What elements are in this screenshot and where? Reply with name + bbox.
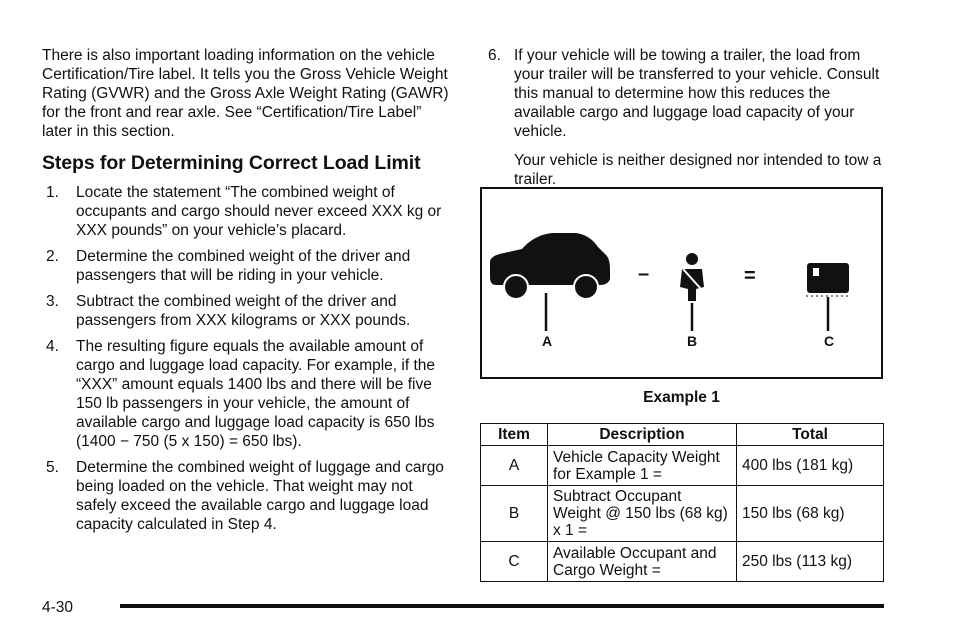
step-number: 4. (46, 338, 59, 355)
table-header-row (481, 424, 884, 446)
towing-note: Your vehicle is neither designed nor intended to tow a trailer. (514, 152, 882, 188)
left-column (42, 46, 452, 541)
total-cell: 150 lbs (68 kg) (737, 486, 884, 542)
column-header: Description (548, 424, 737, 446)
steps-list (42, 183, 452, 534)
total-cell: 250 lbs (113 kg) (737, 542, 884, 582)
label-a: A (542, 333, 553, 349)
total-cell: 400 lbs (181 kg) (737, 446, 884, 486)
step-item (46, 292, 452, 330)
label-c: C (824, 333, 835, 349)
step-item (46, 183, 452, 240)
step-text: Determine the combined weight of the driver and passengers that will be riding in your vehicle. (76, 248, 411, 284)
table-row (481, 446, 884, 486)
step-text: Determine the combined weight of luggage and cargo being loaded on the vehicle. That weight may not safely exceed the available cargo and luggage load capacity calculated in Step 4. (76, 459, 444, 533)
figure-caption: Example 1 (643, 389, 720, 406)
table-row (481, 542, 884, 582)
step-text: If your vehicle will be towing a trailer, the load from your trailer will be transferred to your vehicle. Consult this manual to determine how this reduces the available cargo and luggage load capacity of your vehicle. (514, 47, 880, 140)
column-header: Item (481, 424, 548, 446)
column-header: Total (737, 424, 884, 446)
step-number: 5. (46, 459, 59, 476)
table-row (481, 486, 884, 542)
footer-rule (120, 604, 884, 608)
intro-paragraph: There is also important loading information on the vehicle Certification/Tire label. It tells you the Gross Vehicle Weight Rating (GVWR) and the Gross Axle Weight Rating (GAWR) for the front and rear axle. See “Certification/Tire Label” later in this section. (42, 47, 449, 140)
label-b: B (687, 333, 698, 349)
step-item (488, 46, 888, 141)
item-cell: A (481, 446, 548, 486)
equals-sign: = (744, 265, 756, 287)
description-cell: Vehicle Capacity Weight for Example 1 = (548, 446, 737, 486)
right-column (488, 46, 888, 189)
item-cell: C (481, 542, 548, 582)
step-item (46, 247, 452, 285)
load-table (480, 423, 884, 582)
car-icon (490, 233, 610, 331)
step-item (46, 458, 452, 534)
step-number: 2. (46, 248, 59, 265)
step-number: 3. (46, 293, 59, 310)
step-number: 1. (46, 184, 59, 201)
description-cell: Available Occupant and Cargo Weight = (548, 542, 737, 582)
load-example-figure (480, 187, 883, 379)
step-text: The resulting figure equals the available amount of cargo and luggage load capacity. For example, if the “XXX” amount equals 1400 lbs and there will be five 150 lb passengers in your vehicle, the amount of available cargo and luggage load capacity is 650 lbs (1400 − 750 (5 x 150) = 650 lbs). (76, 338, 436, 450)
step-number: 6. (488, 47, 501, 64)
cargo-icon (806, 263, 850, 331)
item-cell: B (481, 486, 548, 542)
minus-sign: – (638, 263, 650, 285)
step-text: Subtract the combined weight of the driver and passengers from XXX kilograms or XXX pounds. (76, 293, 411, 329)
step-item (46, 337, 452, 451)
description-cell: Subtract Occupant Weight @ 150 lbs (68 kg) x 1 = (548, 486, 737, 542)
step-text: Locate the statement “The combined weight of occupants and cargo should never exceed XXX kg or XXX pounds” on your vehicle’s placard. (76, 184, 442, 239)
page-number: 4-30 (42, 599, 74, 616)
seatbelt-occupant-icon (680, 253, 704, 331)
section-heading: Steps for Determining Correct Load Limit (42, 152, 421, 174)
